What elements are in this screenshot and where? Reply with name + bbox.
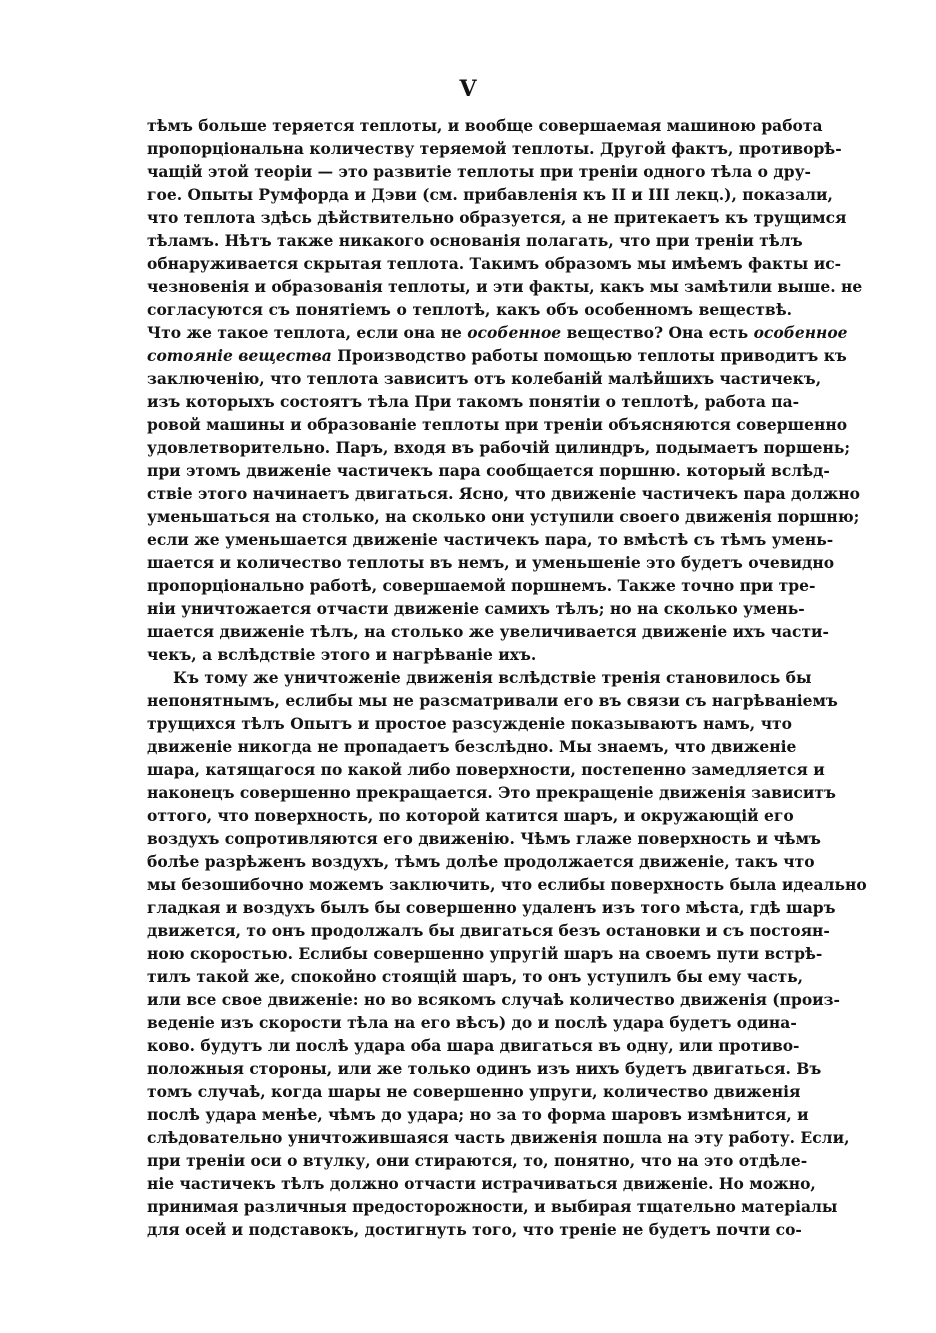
line-text: уменьшаться на столько, на сколько они уступили своего движенія поршню; — [147, 507, 860, 526]
line-text: ково. будутъ ли послѣ удара оба шара двигаться въ одну, или противо- — [147, 1036, 800, 1055]
line-text: гое. Опыты Румфорда и Дэви (см. прибавленія къ II и III лекц.), показали, — [147, 185, 833, 204]
text-line — [147, 712, 792, 735]
text-line — [147, 781, 836, 804]
line-text: болѣе разрѣженъ воздухъ, тѣмъ долѣе продолжается движеніе, такъ что — [147, 852, 815, 871]
line-text: изъ которыхъ состоятъ тѣла При такомъ понятіи о теплотѣ, работа па- — [147, 392, 800, 411]
text-line — [147, 367, 822, 390]
line-text: непонятнымъ, еслибы мы не разсматривали его въ связи съ нагрѣваніемъ — [147, 691, 838, 710]
text-line — [147, 505, 860, 528]
text-line — [147, 689, 838, 712]
line-text: трущихся тѣлъ Опытъ и простое разсужденіе показываютъ намъ, что — [147, 714, 792, 733]
text-line — [147, 919, 830, 942]
line-text: послѣ удара менѣе, чѣмъ до удара; но за то форма шаровъ измѣнится, и — [147, 1105, 809, 1124]
body-text — [147, 114, 867, 1241]
line-text: движется, то онъ продолжалъ бы двигаться безъ остановки и съ постоян- — [147, 921, 830, 940]
italic-term: особенное — [467, 323, 562, 342]
line-text: ніи уничтожается отчасти движеніе самихъ тѣлъ; но на сколько умень- — [147, 599, 805, 618]
text-line — [147, 1057, 822, 1080]
text-line — [147, 873, 867, 896]
line-text: наконецъ совершенно прекращается. Это прекращеніе движенія зависитъ — [147, 783, 836, 802]
line-text: веденіе изъ скорости тѣла на его вѣсъ) до и послѣ удара будетъ одина- — [147, 1013, 797, 1032]
line-text: шается движеніе тѣлъ, на столько же увеличивается движеніе ихъ части- — [147, 622, 829, 641]
text-line — [147, 298, 792, 321]
line-text: чекъ, а вслѣдствіе этого и нагрѣваніе ихъ. — [147, 645, 537, 664]
line-text: вещество? Она есть — [561, 323, 754, 342]
text-line — [147, 758, 825, 781]
line-text: заключенію, что теплота зависитъ отъ колебаній малѣйшихъ частичекъ, — [147, 369, 822, 388]
text-line — [147, 1149, 808, 1172]
line-text: ною скоростью. Еслибы совершенно упругій шаръ на своемъ пути встрѣ- — [147, 944, 823, 963]
line-text: чезновенія и образованія теплоты, и эти факты, какъ мы замѣтили выше. не — [147, 277, 863, 296]
text-line — [147, 1172, 816, 1195]
line-text: удовлетворительно. Паръ, входя въ рабочій цилиндръ, подымаетъ поршень; — [147, 438, 851, 457]
line-text: воздухъ сопротивляются его движенію. Чѣмъ глаже поверхность и чѣмъ — [147, 829, 821, 848]
text-line — [147, 1195, 838, 1218]
text-line — [147, 160, 811, 183]
line-text: положныя стороны, или же только одинъ изъ нихъ будетъ двигаться. Въ — [147, 1059, 822, 1078]
line-text: чащій этой теоріи — это развитіе теплоты при треніи одного тѣла о дру- — [147, 162, 811, 181]
line-text: Производство работы помощью теплоты приводитъ къ — [331, 346, 847, 365]
text-line — [147, 114, 823, 137]
text-line — [147, 1011, 797, 1034]
text-line — [147, 643, 792, 666]
text-line — [147, 436, 851, 459]
line-text: тѣламъ. Нѣтъ также никакого основанія полагать, что при треніи тѣлъ — [147, 231, 803, 250]
text-line — [147, 620, 829, 643]
text-line — [147, 137, 842, 160]
line-text: ніе частичекъ тѣлъ должно отчасти истрачиваться движеніе. Но можно, — [147, 1174, 816, 1193]
line-text: согласуются съ понятіемъ о теплотѣ, какъ объ особенномъ веществѣ. — [147, 300, 792, 319]
line-text: тилъ такой же, спокойно стоящій шаръ, то онъ уступилъ бы ему часть, — [147, 967, 804, 986]
text-line — [147, 574, 816, 597]
line-text: мы безошибочно можемъ заключить, что еслибы поверхность была идеально — [147, 875, 867, 894]
line-text: при треніи оси о втулку, они стираются, то, понятно, что на это отдѣле- — [147, 1151, 808, 1170]
text-line — [147, 1126, 850, 1149]
text-line — [147, 988, 840, 1011]
line-text: принимая различныя предосторожности, и выбирая тщательно матеріалы — [147, 1197, 838, 1216]
text-line — [147, 275, 863, 298]
text-line — [147, 183, 833, 206]
line-text: движеніе никогда не пропадаетъ безслѣдно. Мы знаемъ, что движеніе — [147, 737, 797, 756]
line-text: Что же такое теплота, если она не — [147, 323, 468, 342]
paragraph-2 — [147, 666, 867, 1241]
text-line — [147, 413, 848, 436]
text-line — [147, 965, 804, 988]
line-text: слѣдовательно уничтожившаяся часть движенія пошла на эту работу. Если, — [147, 1128, 850, 1147]
text-line — [147, 528, 834, 551]
text-line — [147, 827, 821, 850]
line-text: шается и количество теплоты въ немъ, и уменьшеніе это будетъ очевидно — [147, 553, 835, 572]
line-text: шара, катящагося по какой либо поверхности, постепенно замедляется и — [147, 760, 825, 779]
line-text: что теплота здѣсь дѣйствительно образуется, а не притекаетъ къ трущимся — [147, 208, 847, 227]
line-text: ровой машины и образованіе теплоты при треніи объясняются совершенно — [147, 415, 848, 434]
text-line — [147, 551, 835, 574]
line-text: Къ тому же уничтоженіе движенія вслѣдствіе тренія становилось бы — [173, 668, 812, 687]
text-line — [147, 229, 803, 252]
line-text: томъ случаѣ, когда шары не совершенно упруги, количество движенія — [147, 1082, 801, 1101]
text-line — [147, 459, 830, 482]
line-text: для осей и подставокъ, достигнуть того, что треніе не будетъ почти со- — [147, 1220, 802, 1239]
italic-term: сотояніе вещества — [147, 346, 332, 365]
text-line — [147, 344, 847, 367]
text-line — [147, 390, 800, 413]
line-text: тѣмъ больше теряется теплоты, и вообще совершаемая машиною работа — [147, 116, 823, 135]
text-line — [147, 1034, 800, 1057]
line-text: гладкая и воздухъ былъ бы совершенно удаленъ изъ того мѣста, гдѣ шаръ — [147, 898, 836, 917]
text-line — [147, 666, 812, 689]
line-text: или все свое движеніе: но во всякомъ случаѣ количество движенія (произ- — [147, 990, 840, 1009]
line-text: обнаруживается скрытая теплота. Такимъ образомъ мы имѣемъ факты ис- — [147, 254, 842, 273]
text-line — [147, 321, 848, 344]
text-line — [147, 1080, 801, 1103]
line-text: при этомъ движеніе частичекъ пара сообщается поршню. который вслѣд- — [147, 461, 830, 480]
line-text: пропорціональна количеству теряемой теплоты. Другой фактъ, противорѣ- — [147, 139, 842, 158]
text-line — [147, 735, 797, 758]
line-text: пропорціонально работѣ, совершаемой поршнемъ. Также точно при тре- — [147, 576, 816, 595]
text-line — [147, 482, 860, 505]
text-line — [147, 850, 815, 873]
text-line — [147, 252, 842, 275]
text-line — [147, 597, 805, 620]
italic-term: особенное — [753, 323, 848, 342]
text-line — [147, 804, 792, 827]
text-line — [147, 896, 836, 919]
text-line — [147, 206, 847, 229]
text-line — [147, 1103, 809, 1126]
text-line — [147, 1218, 802, 1241]
line-text: если же уменьшается движеніе частичекъ пара, то вмѣстѣ съ тѣмъ умень- — [147, 530, 834, 549]
line-text: ствіе этого начинаетъ двигаться. Ясно, что движеніе частичекъ пара должно — [147, 484, 860, 503]
paragraph-1 — [147, 114, 863, 666]
text-line — [147, 942, 823, 965]
page-number: V — [459, 76, 477, 102]
line-text: оттого, что поверхность, по которой катится шаръ, и окружающій его — [147, 806, 794, 825]
